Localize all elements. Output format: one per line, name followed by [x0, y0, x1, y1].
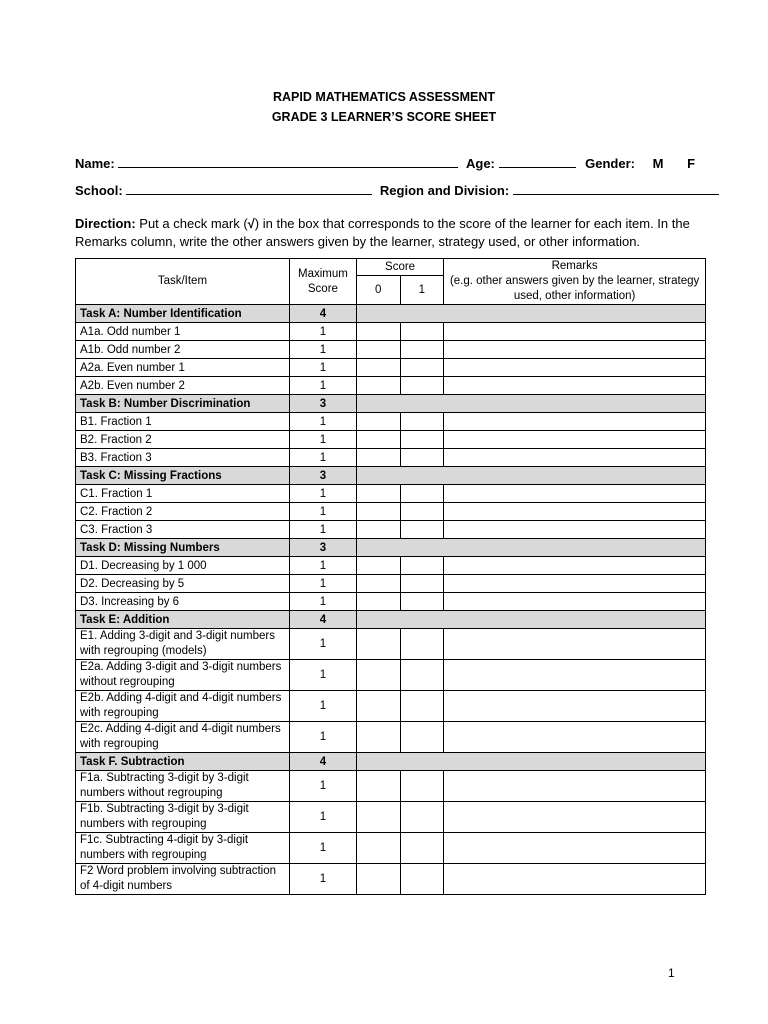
task-row	[76, 305, 706, 323]
direction-part2: ) in the box that corresponds to the score of the learner for each item. In the Remarks column, write the other answers given by the learner, strategy used, or other information.	[75, 216, 690, 249]
score-0-checkbox[interactable]	[356, 359, 400, 377]
item-label: A1b. Odd number 2	[76, 341, 290, 359]
score-0-checkbox[interactable]	[356, 575, 400, 593]
score-1-checkbox[interactable]	[400, 833, 444, 864]
table-row	[76, 722, 706, 753]
gender-label: Gender:	[585, 156, 635, 171]
score-1-checkbox[interactable]	[400, 629, 444, 660]
item-label: B2. Fraction 2	[76, 431, 290, 449]
score-1-checkbox[interactable]	[400, 660, 444, 691]
remarks-field[interactable]	[444, 431, 706, 449]
age-field[interactable]	[499, 155, 576, 168]
score-0-checkbox[interactable]	[356, 802, 400, 833]
direction-text	[75, 215, 735, 251]
item-label: F1b. Subtracting 3-digit by 3-digit numbers with regrouping	[76, 802, 290, 833]
score-1-checkbox[interactable]	[400, 864, 444, 895]
item-label: B3. Fraction 3	[76, 449, 290, 467]
table-row	[76, 557, 706, 575]
item-max-score: 1	[289, 323, 356, 341]
score-1-checkbox[interactable]	[400, 377, 444, 395]
table-row	[76, 449, 706, 467]
remarks-field[interactable]	[444, 503, 706, 521]
score-1-checkbox[interactable]	[400, 485, 444, 503]
score-0-checkbox[interactable]	[356, 323, 400, 341]
table-row	[76, 593, 706, 611]
remarks-field[interactable]	[444, 660, 706, 691]
score-1-checkbox[interactable]	[400, 413, 444, 431]
score-0-checkbox[interactable]	[356, 449, 400, 467]
document-title: RAPID MATHEMATICS ASSESSMENT	[273, 90, 495, 104]
score-0-checkbox[interactable]	[356, 413, 400, 431]
item-label: C1. Fraction 1	[76, 485, 290, 503]
table-row	[76, 833, 706, 864]
item-label: E2c. Adding 4-digit and 4-digit numbers with regrouping	[76, 722, 290, 753]
gender-option-m[interactable]: M	[652, 156, 664, 171]
item-label: F1c. Subtracting 4-digit by 3-digit numbers with regrouping	[76, 833, 290, 864]
task-max-score: 4	[289, 753, 356, 771]
task-label: Task A: Number Identification	[76, 305, 290, 323]
table-row	[76, 691, 706, 722]
name-age-gender-line	[75, 155, 695, 171]
remarks-field[interactable]	[444, 864, 706, 895]
task-row	[76, 539, 706, 557]
score-1-checkbox[interactable]	[400, 503, 444, 521]
task-row-shaded	[356, 539, 705, 557]
task-label: Task D: Missing Numbers	[76, 539, 290, 557]
gender-option-f[interactable]: F	[687, 156, 696, 171]
score-1-checkbox[interactable]	[400, 449, 444, 467]
name-label: Name:	[75, 156, 115, 171]
item-max-score: 1	[289, 341, 356, 359]
item-max-score: 1	[289, 377, 356, 395]
score-0-checkbox[interactable]	[356, 833, 400, 864]
item-max-score: 1	[289, 593, 356, 611]
school-region-line	[75, 182, 719, 198]
item-max-score: 1	[289, 359, 356, 377]
table-row	[76, 629, 706, 660]
table-row	[76, 802, 706, 833]
item-max-score: 1	[289, 833, 356, 864]
remarks-field[interactable]	[444, 341, 706, 359]
remarks-field[interactable]	[444, 802, 706, 833]
score-1-checkbox[interactable]	[400, 722, 444, 753]
item-max-score: 1	[289, 575, 356, 593]
score-0-checkbox[interactable]	[356, 593, 400, 611]
table-row	[76, 864, 706, 895]
header-max-score: Maximum Score	[289, 259, 356, 305]
score-1-checkbox[interactable]	[400, 593, 444, 611]
table-row	[76, 485, 706, 503]
score-0-checkbox[interactable]	[356, 722, 400, 753]
item-max-score: 1	[289, 691, 356, 722]
item-label: A2b. Even number 2	[76, 377, 290, 395]
score-0-checkbox[interactable]	[356, 503, 400, 521]
table-row	[76, 323, 706, 341]
score-0-checkbox[interactable]	[356, 629, 400, 660]
age-label: Age:	[466, 156, 495, 171]
table-row	[76, 503, 706, 521]
item-label: E1. Adding 3-digit and 3-digit numbers with regrouping (models)	[76, 629, 290, 660]
task-row-shaded	[356, 395, 705, 413]
item-label: D1. Decreasing by 1 000	[76, 557, 290, 575]
score-table	[75, 258, 706, 895]
remarks-field[interactable]	[444, 722, 706, 753]
score-table-body	[76, 305, 706, 895]
item-label: E2a. Adding 3-digit and 3-digit numbers without regrouping	[76, 660, 290, 691]
item-max-score: 1	[289, 413, 356, 431]
remarks-field[interactable]	[444, 629, 706, 660]
header-score-0: 0	[356, 276, 400, 305]
score-0-checkbox[interactable]	[356, 485, 400, 503]
item-label: C3. Fraction 3	[76, 521, 290, 539]
table-row	[76, 359, 706, 377]
table-row	[76, 413, 706, 431]
score-1-checkbox[interactable]	[400, 802, 444, 833]
item-max-score: 1	[289, 503, 356, 521]
item-label: F1a. Subtracting 3-digit by 3-digit numbers without regrouping	[76, 771, 290, 802]
score-0-checkbox[interactable]	[356, 431, 400, 449]
item-label: A2a. Even number 1	[76, 359, 290, 377]
score-1-checkbox[interactable]	[400, 359, 444, 377]
item-max-score: 1	[289, 771, 356, 802]
score-0-checkbox[interactable]	[356, 771, 400, 802]
remarks-field[interactable]	[444, 323, 706, 341]
remarks-field[interactable]	[444, 593, 706, 611]
table-row	[76, 771, 706, 802]
item-max-score: 1	[289, 802, 356, 833]
score-1-checkbox[interactable]	[400, 341, 444, 359]
header-score-1: 1	[400, 276, 444, 305]
table-row	[76, 377, 706, 395]
header-remarks-sub: (e.g. other answers given by the learner, strategy used, other information)	[449, 275, 700, 302]
task-label: Task B: Number Discrimination	[76, 395, 290, 413]
item-label: B1. Fraction 1	[76, 413, 290, 431]
table-row	[76, 660, 706, 691]
task-row-shaded	[356, 467, 705, 485]
name-field[interactable]	[118, 155, 458, 168]
score-0-checkbox[interactable]	[356, 557, 400, 575]
item-max-score: 1	[289, 629, 356, 660]
header-task: Task/Item	[76, 259, 290, 305]
document-subtitle: GRADE 3 LEARNER’S SCORE SHEET	[271, 110, 497, 124]
task-row-shaded	[356, 753, 705, 771]
score-1-checkbox[interactable]	[400, 575, 444, 593]
item-label: A1a. Odd number 1	[76, 323, 290, 341]
task-row	[76, 611, 706, 629]
task-row	[76, 753, 706, 771]
item-label: D3. Increasing by 6	[76, 593, 290, 611]
score-1-checkbox[interactable]	[400, 691, 444, 722]
score-1-checkbox[interactable]	[400, 323, 444, 341]
task-label: Task E: Addition	[76, 611, 290, 629]
item-max-score: 1	[289, 485, 356, 503]
score-1-checkbox[interactable]	[400, 431, 444, 449]
remarks-field[interactable]	[444, 377, 706, 395]
task-max-score: 3	[289, 539, 356, 557]
task-label: Task C: Missing Fractions	[76, 467, 290, 485]
remarks-field[interactable]	[444, 833, 706, 864]
remarks-field[interactable]	[444, 691, 706, 722]
item-max-score: 1	[289, 521, 356, 539]
score-0-checkbox[interactable]	[356, 521, 400, 539]
page-number: 1	[668, 966, 675, 980]
table-row	[76, 521, 706, 539]
task-max-score: 4	[289, 305, 356, 323]
school-label: School:	[75, 183, 123, 198]
checkmark-icon: √	[247, 216, 255, 231]
item-label: E2b. Adding 4-digit and 4-digit numbers with regrouping	[76, 691, 290, 722]
task-row-shaded	[356, 305, 705, 323]
score-0-checkbox[interactable]	[356, 377, 400, 395]
remarks-field[interactable]	[444, 771, 706, 802]
task-label: Task F. Subtraction	[76, 753, 290, 771]
item-max-score: 1	[289, 449, 356, 467]
remarks-field[interactable]	[444, 575, 706, 593]
remarks-field[interactable]	[444, 485, 706, 503]
remarks-field[interactable]	[444, 557, 706, 575]
task-row	[76, 467, 706, 485]
direction-part1: Put a check mark (	[135, 216, 248, 231]
item-max-score: 1	[289, 660, 356, 691]
score-0-checkbox[interactable]	[356, 660, 400, 691]
item-max-score: 1	[289, 557, 356, 575]
score-1-checkbox[interactable]	[400, 771, 444, 802]
remarks-field[interactable]	[444, 449, 706, 467]
remarks-field[interactable]	[444, 413, 706, 431]
item-label: F2 Word problem involving subtraction of 4-digit numbers	[76, 864, 290, 895]
item-label: C2. Fraction 2	[76, 503, 290, 521]
region-field[interactable]	[513, 182, 719, 195]
task-max-score: 3	[289, 467, 356, 485]
direction-label: Direction:	[75, 216, 136, 231]
item-max-score: 1	[289, 431, 356, 449]
item-max-score: 1	[289, 722, 356, 753]
header-remarks-title: Remarks	[551, 260, 598, 272]
task-max-score: 3	[289, 395, 356, 413]
table-row	[76, 431, 706, 449]
score-0-checkbox[interactable]	[356, 341, 400, 359]
task-row-shaded	[356, 611, 705, 629]
score-0-checkbox[interactable]	[356, 864, 400, 895]
score-0-checkbox[interactable]	[356, 691, 400, 722]
item-label: D2. Decreasing by 5	[76, 575, 290, 593]
header-remarks	[444, 259, 706, 305]
remarks-field[interactable]	[444, 521, 706, 539]
table-row	[76, 341, 706, 359]
table-row	[76, 575, 706, 593]
header-score: Score	[356, 259, 443, 276]
task-row	[76, 395, 706, 413]
score-1-checkbox[interactable]	[400, 521, 444, 539]
school-field[interactable]	[126, 182, 372, 195]
region-label: Region and Division:	[379, 183, 510, 198]
remarks-field[interactable]	[444, 359, 706, 377]
task-max-score: 4	[289, 611, 356, 629]
item-max-score: 1	[289, 864, 356, 895]
score-1-checkbox[interactable]	[400, 557, 444, 575]
